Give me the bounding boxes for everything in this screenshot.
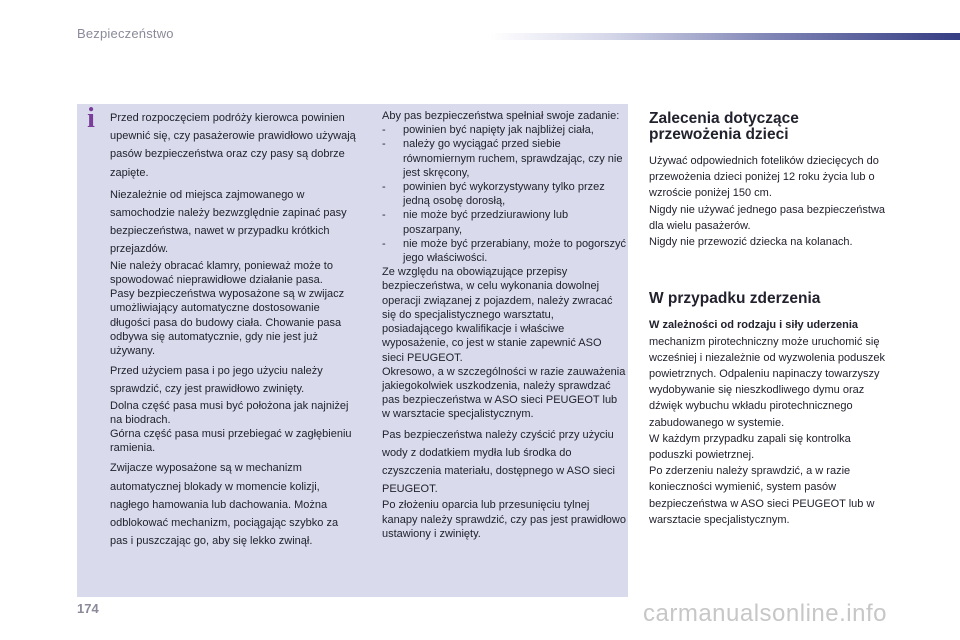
paragraph: Pas bezpieczeństwa należy czyścić przy użyciu wody z dodatkiem mydła lub środka do czyszczenia materiału, dostępnego w ASO sieci PEUGEOT.	[382, 428, 615, 496]
list-item-text: powinien być wykorzystywany tylko przez jedną osobę dorosłą,	[403, 181, 605, 208]
list-item-text: należy go wyciągać przed siebie równomiernym ruchem, sprawdzając, czy nie jest skręcony,	[403, 138, 623, 179]
page-header-title: Bezpieczeństwo	[77, 26, 174, 41]
paragraph: Górna część pasa musi przebiegać w zagłębieniu ramienia.	[110, 428, 352, 455]
paragraph: Dolna część pasa musi być położona jak najniżej na biodrach.	[110, 399, 349, 426]
section-heading-children: Zalecenia dotyczące przewożenia dzieci	[649, 110, 799, 143]
watermark: carmanualsonline.info	[643, 600, 887, 627]
paragraph: Przed użyciem pasa i po jego użyciu należy sprawdzić, czy jest prawidłowo zwinięty.	[110, 365, 323, 396]
paragraph: Pasy bezpieczeństwa wyposażone są w zwijacz umożliwiający automatyczne dostosowanie długości pasa do budowy ciała. Chowanie pasa odbywa się automatycznie, gdy nie jest już używany.	[110, 288, 345, 357]
list-dash: -	[382, 237, 386, 250]
list-dash: -	[382, 209, 386, 222]
column-seatbelt-requirements	[382, 109, 626, 541]
paragraph: mechanizm pirotechniczny może uruchomić się wcześniej i niezależnie od wyzwolenia poduszek powietrznych. Odpaleniu napinaczy towarzyszy wydobywanie się nieszkodliwego dymu oraz dźwięk wybuchu wkładu pirotechnicznego zabudowanego w systemie.	[649, 335, 886, 429]
paragraph: Okresowo, a w szczególności w razie zauważenia jakiegokolwiek uszkodzenia, należy sprawdzać pas bezpieczeństwa w ASO sieci PEUGEOT lub w warsztacie specjalistycznym.	[382, 365, 626, 421]
list-item-text: powinien być napięty jak najbliżej ciała,	[403, 124, 594, 137]
section-heading-collision: W przypadku zderzenia	[649, 290, 821, 308]
paragraph: Po zderzeniu należy sprawdzić, a w razie konieczności wymienić, system pasów bezpieczeństwa w ASO sieci PEUGEOT lub w warsztacie specjalistycznym.	[649, 465, 875, 526]
list-dash: -	[382, 124, 386, 137]
paragraph: W każdym przypadku zapali się kontrolka poduszki powietrznej.	[649, 432, 851, 462]
list-dash: -	[382, 181, 386, 194]
paragraph: Nigdy nie przewozić dziecka na kolanach.	[649, 236, 853, 249]
paragraph: Nie należy obracać klamry, ponieważ może to spowodować nieprawidłowe działanie pasa.	[110, 259, 333, 286]
subheading: W zależności od rodzaju i siły uderzenia	[649, 319, 859, 332]
list-item	[382, 180, 626, 208]
list-dash: -	[382, 138, 386, 151]
header-accent-bar	[490, 33, 960, 40]
paragraph: Używać odpowiednich fotelików dziecięcych do przewożenia dzieci poniżej 12 roku życia lub o wzroście poniżej 150 cm.	[649, 155, 879, 200]
paragraph: Przed rozpoczęciem podróży kierowca powinien upewnić się, czy pasażerowie prawidłowo używają pasów bezpieczeństwa oraz czy pasy są dobrze zapięte.	[110, 112, 356, 179]
list-item	[382, 123, 626, 137]
column-child-and-collision	[649, 111, 894, 528]
requirements-list	[382, 123, 626, 265]
list-item	[382, 208, 626, 236]
list-item-text: nie może być przedziurawiony lub poszarpany,	[403, 209, 569, 236]
paragraph: Nigdy nie używać jednego pasa bezpieczeństwa dla wielu pasażerów.	[649, 203, 886, 232]
paragraph: Niezależnie od miejsca zajmowanego w samochodzie należy bezwzględnie zapinać pasy bezpieczeństwa, nawet w przypadku krótkich przejazdów.	[110, 188, 347, 256]
info-icon: i	[87, 103, 95, 134]
column-seatbelt-usage	[110, 109, 356, 551]
paragraph: Zwijacze wyposażone są w mechanizm automatycznej blokady w momencie kolizji, nagłego hamowania lub dachowania. Można odblokować mechanizm, pociągając szybko za pas i puszczając go, aby się lekko zwinął.	[110, 462, 339, 548]
paragraph: Aby pas bezpieczeństwa spełniał swoje zadanie:	[382, 110, 620, 122]
page-number: 174	[77, 601, 99, 616]
paragraph: Po złożeniu oparcia lub przesunięciu tylnej kanapy należy sprawdzić, czy pas jest prawidłowo ustawiony i zwinięty.	[382, 499, 626, 540]
paragraph: Ze względu na obowiązujące przepisy bezpieczeństwa, w celu wykonania dowolnej operacji związanej z pojazdem, należy zwracać się do specjalistycznego warsztatu, posiadającego kwalifikacje i właściwe wyposażenie, co jest w stanie zapewnić ASO sieci PEUGEOT.	[382, 266, 613, 364]
list-item	[382, 237, 626, 265]
list-item	[382, 137, 626, 180]
list-item-text: nie może być przerabiany, może to pogorszyć jego właściwości.	[403, 237, 626, 265]
